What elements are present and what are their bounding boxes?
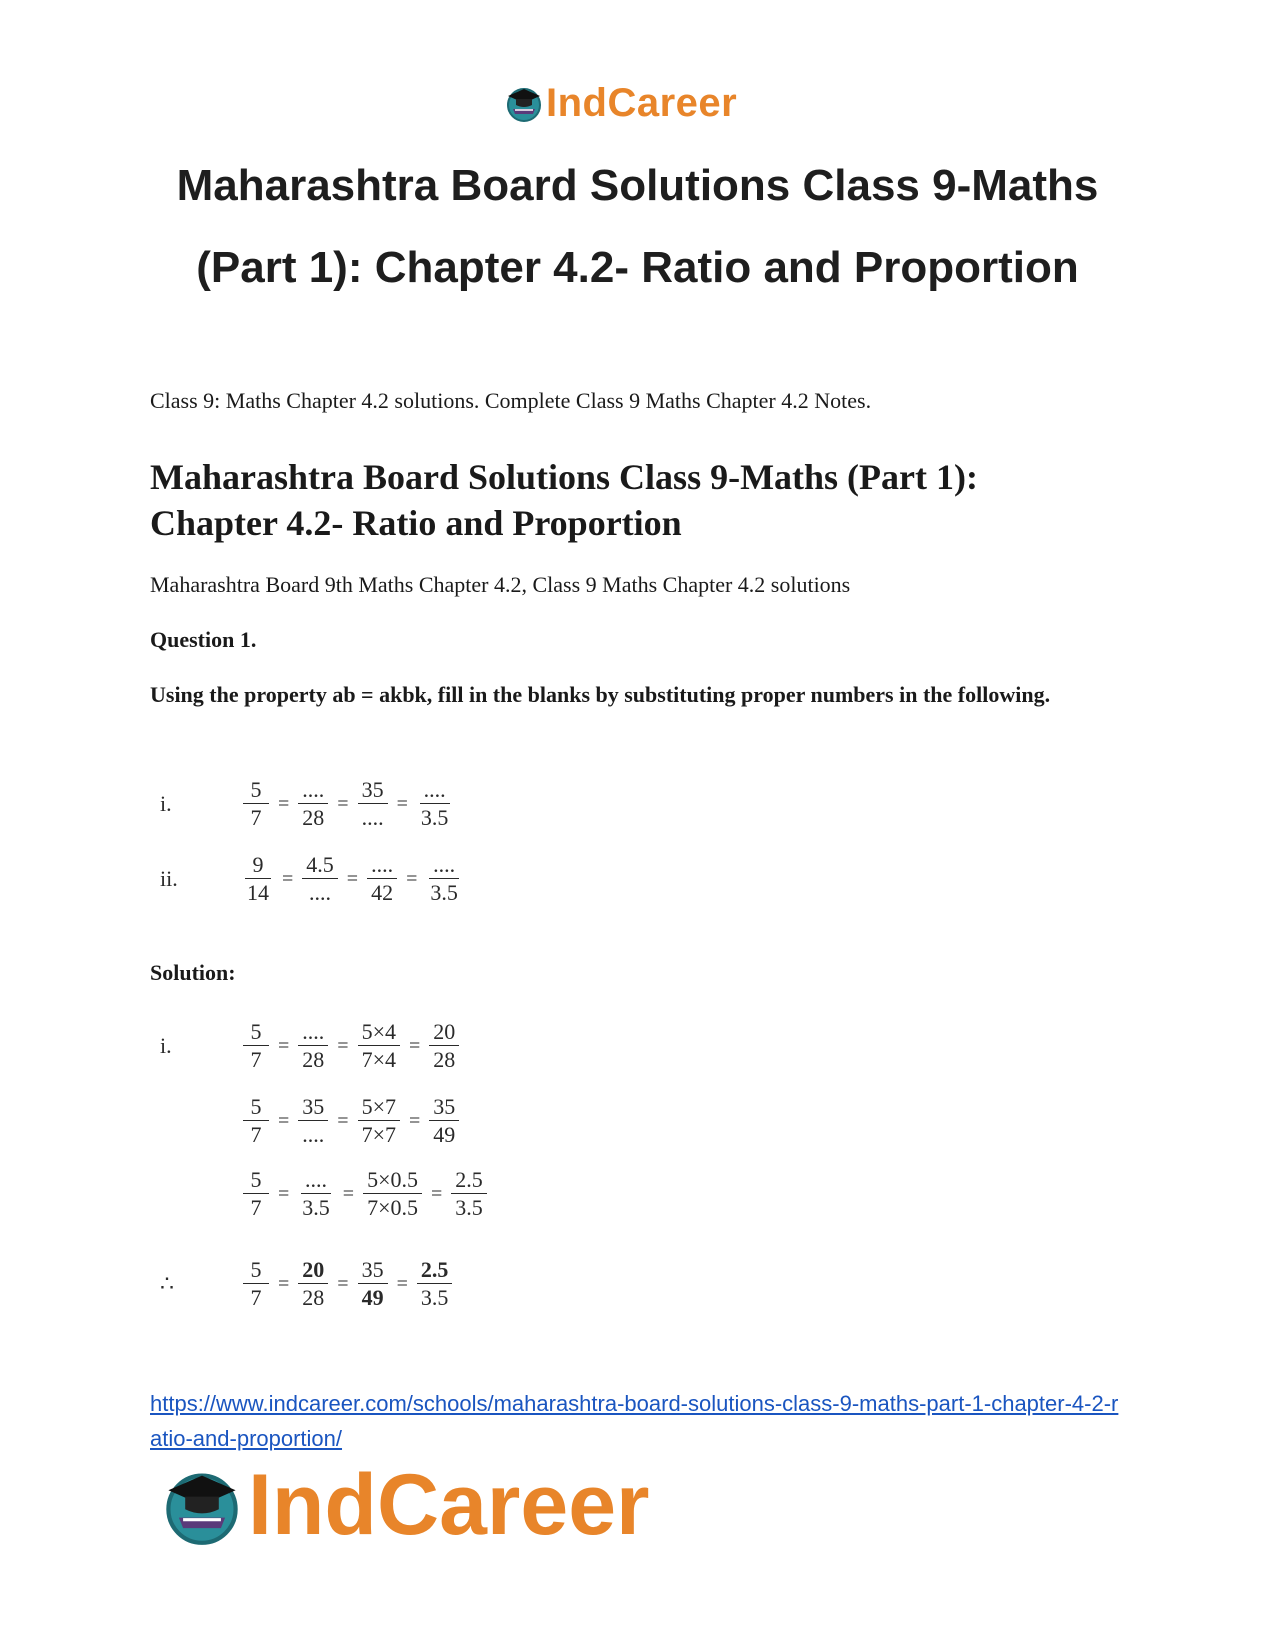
denominator: .... [309, 880, 332, 905]
fraction [243, 1168, 269, 1220]
numerator: 5×7 [358, 1095, 400, 1121]
fraction [417, 778, 453, 830]
fraction [243, 1258, 269, 1310]
logo-text: IndCareer [546, 80, 738, 125]
numerator: .... [298, 778, 328, 804]
numerator: 35 [298, 1095, 328, 1121]
title-line-1: Maharashtra Board Solutions Class 9-Maths [176, 161, 1099, 210]
fraction [358, 1020, 400, 1072]
source-link[interactable]: https://www.indcareer.com/schools/maharashtra-board-solutions-class-9-maths-part-1-chapter-4-2-ratio-and-proportion/ [150, 1391, 1119, 1451]
solution-row-3 [160, 1168, 490, 1220]
question-row-1 [160, 778, 455, 830]
denominator: 7×4 [361, 1047, 396, 1072]
fraction [243, 1095, 269, 1147]
denominator: 3.5 [302, 1195, 330, 1220]
equals-sign: = [282, 867, 294, 890]
numerator: 35 [358, 778, 388, 804]
numerator: 5 [243, 1168, 269, 1194]
solution-row-final [160, 1258, 455, 1310]
denominator: 14 [247, 880, 269, 905]
numerator: 35 [358, 1258, 388, 1284]
footer-logo-text: IndCareer [248, 1456, 650, 1553]
fraction [298, 1020, 328, 1072]
fraction [243, 1020, 269, 1072]
denominator: 7 [250, 1122, 262, 1147]
title-line-2: (Part 1): Chapter 4.2- Ratio and Proportion [196, 243, 1079, 292]
equals-sign: = [406, 867, 418, 890]
numerator: 20 [298, 1258, 328, 1284]
numerator: .... [301, 1168, 331, 1194]
numerator: .... [298, 1020, 328, 1046]
denominator: .... [361, 805, 384, 830]
numerator: 5×4 [358, 1020, 400, 1046]
equals-sign: = [396, 1272, 408, 1295]
fraction [298, 1095, 328, 1147]
denominator: 3.5 [420, 805, 449, 830]
row-label: ∴ [160, 1271, 174, 1296]
equals-sign: = [337, 1272, 349, 1295]
numerator: 5×0.5 [363, 1168, 422, 1194]
numerator: .... [420, 778, 450, 804]
equals-sign: = [278, 1182, 290, 1205]
graduation-cap-globe-icon [504, 83, 544, 123]
page-title [130, 145, 1145, 309]
denominator: 49 [361, 1285, 384, 1310]
equals-sign: = [278, 1272, 290, 1295]
denominator: 7 [250, 1047, 262, 1072]
fraction [358, 778, 388, 830]
denominator: 42 [371, 880, 394, 905]
fraction [429, 1020, 459, 1072]
denominator: .... [302, 1122, 325, 1147]
equals-sign: = [342, 1182, 355, 1205]
fraction [358, 1095, 400, 1147]
denominator: 28 [433, 1047, 456, 1072]
numerator: 2.5 [451, 1168, 487, 1194]
equals-sign: = [278, 1109, 290, 1132]
denominator: 28 [302, 1047, 325, 1072]
equals-sign: = [408, 1109, 421, 1132]
numerator: 5 [243, 1258, 269, 1284]
fraction [302, 853, 338, 905]
fraction [363, 1168, 422, 1220]
solution-row-2 [160, 1095, 462, 1147]
fraction [243, 853, 273, 905]
heading-line-1: Maharashtra Board Solutions Class 9-Maths (Part 1): [150, 457, 978, 497]
numerator: .... [429, 853, 459, 879]
row-label: i. [160, 791, 172, 816]
denominator: 3.5 [455, 1195, 483, 1220]
solution-label: Solution: [150, 960, 236, 985]
denominator: 7×7 [361, 1122, 396, 1147]
equals-sign: = [337, 1109, 349, 1132]
numerator: .... [367, 853, 397, 879]
fraction [426, 853, 462, 905]
equals-sign: = [346, 867, 359, 890]
equals-sign: = [278, 1034, 290, 1057]
fraction [367, 853, 397, 905]
fraction [243, 778, 269, 830]
numerator: 5 [243, 778, 269, 804]
numerator: 9 [245, 853, 271, 879]
intro-text: Class 9: Maths Chapter 4.2 solutions. Complete Class 9 Maths Chapter 4.2 Notes. [150, 388, 872, 413]
denominator: 7×0.5 [367, 1195, 418, 1220]
denominator: 3.5 [430, 880, 458, 905]
row-label: i. [160, 1033, 172, 1058]
fraction [298, 1258, 328, 1310]
numerator: 4.5 [302, 853, 338, 879]
denominator: 28 [302, 805, 325, 830]
question-text: Using the property ab = akbk, fill in the blanks by substituting proper numbers in the following. [150, 682, 1051, 707]
fraction [298, 1168, 334, 1220]
graduation-cap-globe-icon [160, 1463, 244, 1547]
equals-sign: = [396, 792, 408, 815]
denominator: 49 [433, 1122, 456, 1147]
question-row-2 [160, 853, 465, 905]
row-label: ii. [160, 866, 178, 891]
numerator: 2.5 [417, 1258, 453, 1284]
equals-sign: = [430, 1182, 443, 1205]
numerator: 5 [243, 1020, 269, 1046]
denominator: 7 [250, 805, 262, 830]
denominator: 28 [302, 1285, 325, 1310]
fraction [417, 1258, 453, 1310]
equals-sign: = [408, 1034, 421, 1057]
section-heading [150, 454, 1150, 546]
numerator: 35 [429, 1095, 459, 1121]
equals-sign: = [337, 1034, 349, 1057]
fraction [451, 1168, 487, 1220]
fraction [358, 1258, 388, 1310]
denominator: 3.5 [420, 1285, 449, 1310]
solution-row-1 [160, 1020, 462, 1072]
subheading: Maharashtra Board 9th Maths Chapter 4.2, Class 9 Maths Chapter 4.2 solutions [150, 572, 851, 597]
fraction [429, 1095, 459, 1147]
numerator: 5 [243, 1095, 269, 1121]
denominator: 7 [250, 1285, 262, 1310]
footer-logo [160, 1456, 650, 1553]
header-logo [504, 78, 737, 128]
heading-line-2: Chapter 4.2- Ratio and Proportion [150, 503, 682, 543]
equals-sign: = [337, 792, 349, 815]
denominator: 7 [250, 1195, 262, 1220]
fraction [298, 778, 328, 830]
question-label: Question 1. [150, 627, 257, 652]
equals-sign: = [278, 792, 290, 815]
numerator: 20 [429, 1020, 459, 1046]
